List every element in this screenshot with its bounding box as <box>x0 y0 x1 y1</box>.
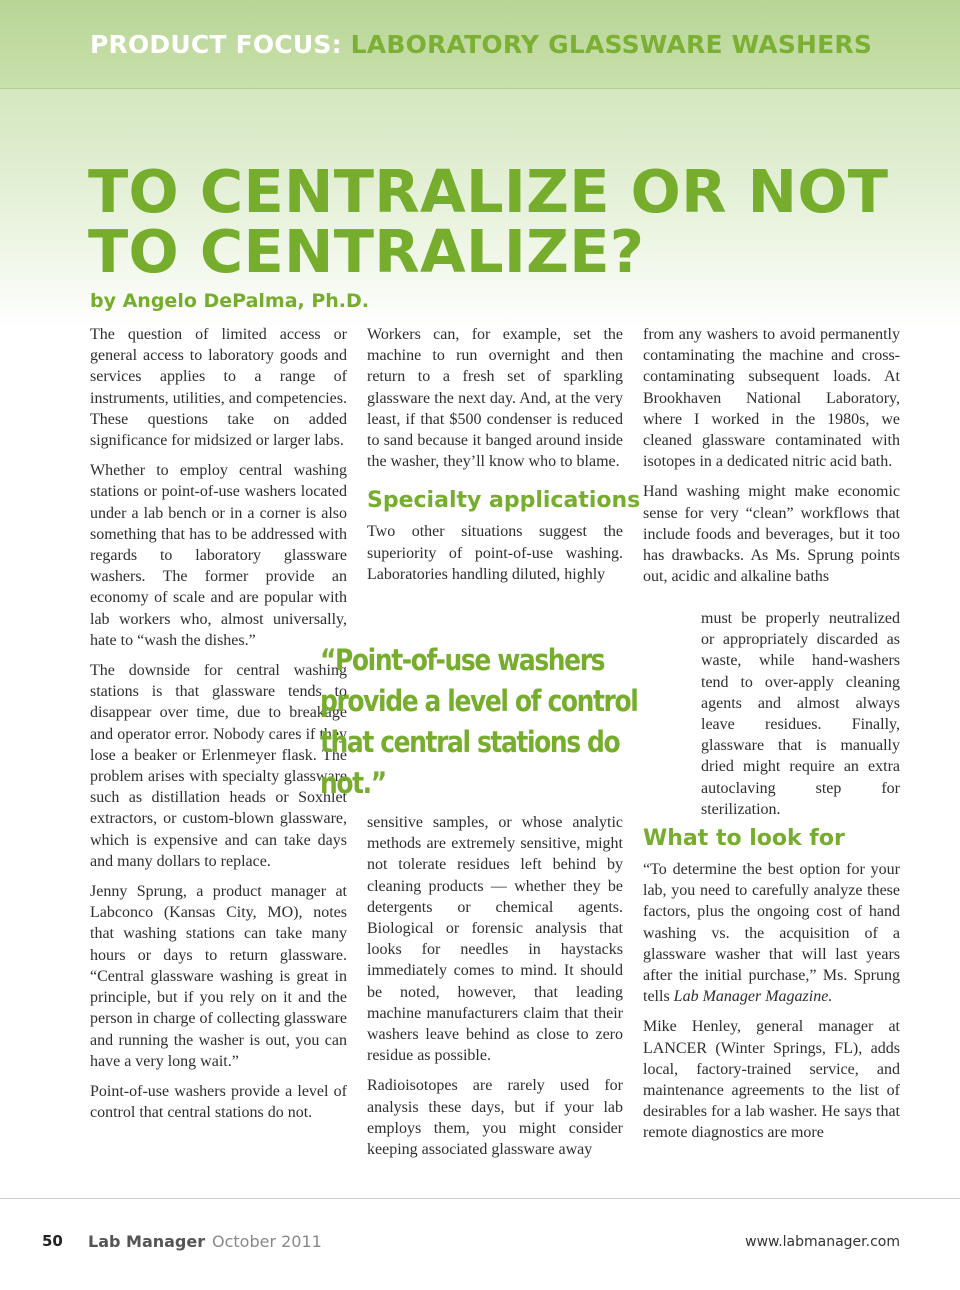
quote-text: “To determine the best option for your lab, you need to carefully analyze these factors, plus the ongoing cost of hand washing vs. the acquisition of a glassware washer that will last years after the initial purchase,” Ms. Sprung tells <box>643 861 900 1006</box>
footer-divider <box>0 1198 960 1199</box>
column-3-inset <box>701 608 900 829</box>
section-header <box>90 30 872 59</box>
column-3-bottom <box>643 826 900 1153</box>
paragraph: Whether to employ central washing stations or point-of-use washers located under a lab bench or in a corner is also something that has to be addressed with regards to laboratory glassware washers. The former provide an economy of scale and are popular with lab workers who, almost universally, hate to “wash the dishes.” <box>90 462 347 649</box>
page-footer <box>0 1228 960 1258</box>
column-1 <box>90 324 347 1132</box>
section-heading-specialty: Specialty applications <box>367 488 641 514</box>
paragraph: Point-of-use washers provide a level of control that central stations do not. <box>90 1082 347 1122</box>
section-label: PRODUCT FOCUS: <box>90 30 342 59</box>
paragraph: Mike Henley, general manager at LANCER (Winter Springs, FL), adds local, factory-trained service, and maintenance agreements to the list of desirables for a lab washer. He says that remote diagnostics are more <box>643 1018 900 1142</box>
paragraph: Two other situations suggest the superiority of point-of-use washing. Laboratories handling diluted, highly <box>367 523 623 583</box>
paragraph: must be properly neutralized or appropriately discarded as waste, while hand-washers tend to over-apply cleaning agents and almost always leave residues. Finally, glassware that is manually dried might require an extra autoclaving step for sterilization. <box>701 610 900 818</box>
column-2-top <box>367 324 641 594</box>
paragraph: sensitive samples, or whose analytic methods are extremely sensitive, might not tolerate residues left behind by cleaning products — whether they be detergents or chemical agents. Biological or forensic analysis that looks for needles in haystacks immediately comes to mind. It should be noted, however, that leading machine manufacturers claim that their washers leave behind as close to zero residue as possible. <box>367 814 623 1065</box>
byline: by Angelo DePalma, Ph.D. <box>90 290 370 312</box>
page-number: 50 <box>42 1232 63 1250</box>
pull-quote: “Point-of-use washers provide a level of control that central stations do not.” <box>320 643 638 800</box>
section-heading-look-for: What to look for <box>643 826 845 851</box>
paragraph <box>643 859 900 1007</box>
paragraph: The downside for central washing stations is that glassware tends to disappear over time, due to breakage and operator error. Nobody cares if they lose a beaker or Erlenmeyer flask. The problem arises with specialty glassware such as distillation heads or Soxhlet extractors, or custom-blown glassware, which is expensive and can take days and many dollars to replace. <box>90 662 347 870</box>
issue-date: October 2011 <box>212 1232 322 1251</box>
paragraph: Workers can, for example, set the machine to run overnight and then return to a fresh set of sparkling glassware the next day. And, at the very least, if that $500 condenser is reduced to sand because it banged around inside the washer, they’ll know who to blame. <box>367 326 623 471</box>
column-3-top <box>643 324 900 587</box>
magazine-title: Lab Manager <box>88 1232 206 1251</box>
article-title: TO CENTRALIZE OR NOT TO CENTRALIZE? <box>88 157 889 286</box>
magazine-name: Lab Manager Magazine. <box>673 988 833 1006</box>
paragraph: Radioisotopes are rarely used for analysis these days, but if your lab employs them, you might consider keeping associated glassware away <box>367 1077 623 1159</box>
column-2-bottom <box>367 812 623 1169</box>
website-link[interactable]: www.labmanager.com <box>745 1234 900 1250</box>
section-topic: LABORATORY GLASSWARE WASHERS <box>350 30 873 59</box>
paragraph: Jenny Sprung, a product manager at Labconco (Kansas City, MO), notes that washing stations can take many hours or days to return glassware. “Central glassware washing is great in principle, but if you rely on it and the person in charge of collecting glassware and running the washer is out, you can have a very long wait.” <box>90 883 347 1070</box>
paragraph: The question of limited access or general access to laboratory goods and services applies to a range of instruments, utilities, and competencies. These questions take on added significance for midsized or larger labs. <box>90 326 347 450</box>
paragraph: Hand washing might make economic sense for very “clean” workflows that include foods and beverages, but it too has drawbacks. As Ms. Sprung points out, acidic and alkaline baths <box>643 483 900 586</box>
paragraph: from any washers to avoid permanently contaminating the machine and cross-contaminating subsequent loads. At Brookhaven National Laboratory, where I worked in the 1980s, we cleaned glassware contaminated with isotopes in a dedicated nitric acid bath. <box>643 326 900 471</box>
